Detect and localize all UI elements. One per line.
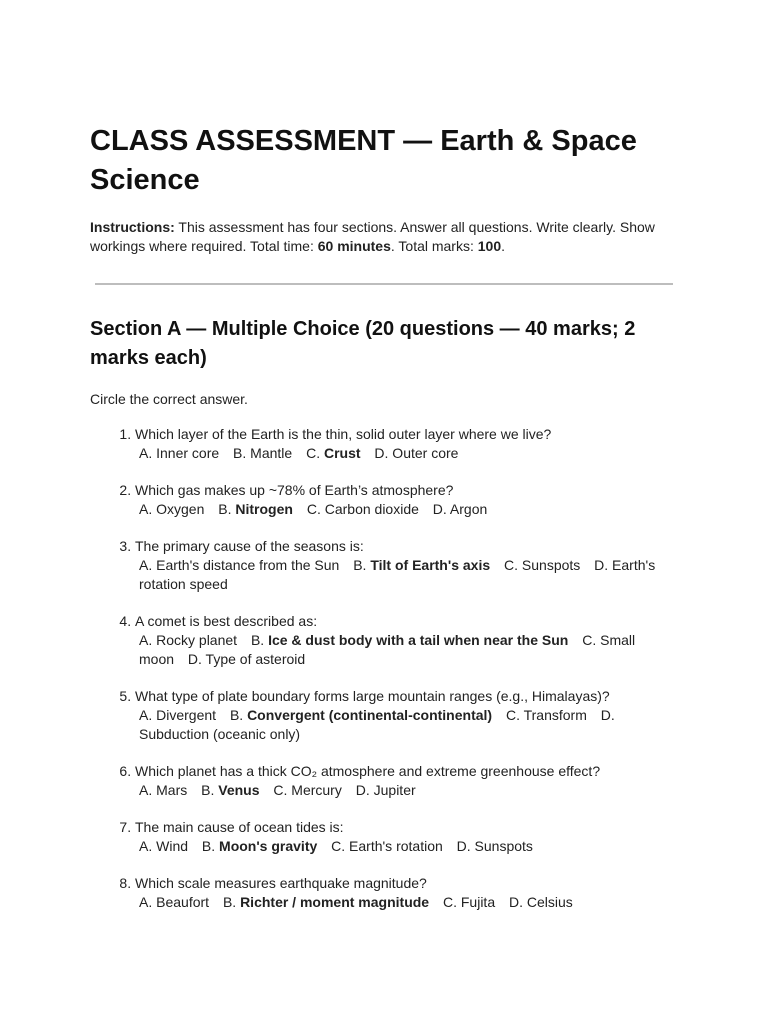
answer-options bbox=[135, 556, 678, 594]
question-text: The main cause of ocean tides is: bbox=[135, 819, 344, 835]
option-a: A. Divergent bbox=[139, 707, 217, 723]
question-item bbox=[135, 874, 678, 912]
option-c: C. Small moon bbox=[139, 632, 636, 667]
option-b-correct: Venus bbox=[218, 782, 260, 798]
option-d: D. Celsius bbox=[509, 894, 573, 910]
question-item bbox=[135, 612, 678, 669]
option-b-prefix: B. bbox=[229, 707, 248, 723]
option-d: D. Subduction (oceanic only) bbox=[139, 707, 615, 742]
question-text: Which scale measures earthquake magnitude? bbox=[135, 875, 427, 891]
answer-options bbox=[135, 706, 678, 744]
option-c: C. Earth's rotation bbox=[331, 838, 443, 854]
question-item bbox=[135, 818, 678, 856]
question-item bbox=[135, 481, 678, 519]
option-c-prefix: C. bbox=[306, 445, 324, 461]
option-d: D. Sunspots bbox=[456, 838, 533, 854]
instructions-text-2: . Total marks: bbox=[390, 238, 478, 254]
option-d: D. Outer core bbox=[374, 445, 459, 461]
instructions-text-3: . bbox=[501, 238, 506, 254]
total-marks: 100 bbox=[477, 238, 502, 254]
answer-options bbox=[135, 500, 678, 519]
option-b-correct: Richter / moment magnitude bbox=[240, 894, 430, 910]
option-b-prefix: B. bbox=[218, 501, 236, 517]
option-a: A. Inner core bbox=[139, 445, 220, 461]
answer-options bbox=[135, 893, 678, 912]
question-text: A comet is best described as: bbox=[135, 613, 318, 629]
option-b-correct: Convergent (continental-continental) bbox=[247, 707, 493, 723]
option-c: C. Carbon dioxide bbox=[306, 501, 419, 517]
question-item bbox=[135, 537, 678, 594]
question-text: Which planet has a thick CO₂ atmosphere and extreme greenhouse effect? bbox=[135, 763, 601, 779]
question-text: What type of plate boundary forms large mountain ranges (e.g., Himalayas)? bbox=[135, 688, 610, 704]
option-d: D. Earth's rotation speed bbox=[139, 557, 656, 592]
option-d: D. Jupiter bbox=[355, 782, 416, 798]
option-d: D. Argon bbox=[432, 501, 488, 517]
section-a-note: Circle the correct answer. bbox=[90, 391, 248, 407]
question-text: Which layer of the Earth is the thin, solid outer layer where we live? bbox=[135, 426, 552, 442]
option-c: C. Fujita bbox=[442, 894, 496, 910]
option-b-prefix: B. bbox=[250, 632, 269, 648]
answer-options bbox=[135, 781, 678, 800]
answer-options bbox=[135, 444, 678, 463]
option-b-prefix: B. bbox=[353, 557, 371, 573]
instructions-text-1: This assessment has four sections. Answer all questions. Write clearly. Show workings where required. Total time: bbox=[90, 219, 655, 254]
question-list bbox=[90, 425, 678, 912]
option-d: D. Type of asteroid bbox=[187, 651, 306, 667]
option-c: C. Sunspots bbox=[504, 557, 581, 573]
option-c: C. Transform bbox=[505, 707, 587, 723]
question-item bbox=[135, 425, 678, 463]
option-a: A. Rocky planet bbox=[139, 632, 238, 648]
answer-options bbox=[135, 631, 678, 669]
total-time: 60 minutes bbox=[317, 238, 391, 254]
option-b-correct: Tilt of Earth's axis bbox=[370, 557, 491, 573]
question-text: Which gas makes up ~78% of Earth’s atmosphere? bbox=[135, 482, 454, 498]
option-b-correct: Moon's gravity bbox=[219, 838, 318, 854]
horizontal-divider bbox=[95, 283, 673, 285]
option-a: A. Mars bbox=[139, 782, 188, 798]
option-b-correct: Nitrogen bbox=[235, 501, 293, 517]
section-a-heading: Section A — Multiple Choice (20 questions — 40 marks; 2 marks each) bbox=[90, 318, 636, 369]
instructions-label: Instructions: bbox=[90, 219, 175, 235]
option-a: A. Oxygen bbox=[139, 501, 205, 517]
option-a: A. Wind bbox=[139, 838, 189, 854]
instructions-paragraph bbox=[90, 218, 678, 256]
option-b: B. Mantle bbox=[233, 445, 293, 461]
option-b-prefix: B. bbox=[201, 838, 220, 854]
answer-options bbox=[135, 837, 678, 856]
option-b-correct: Ice & dust body with a tail when near the Sun bbox=[268, 632, 569, 648]
option-c: C. Mercury bbox=[273, 782, 342, 798]
question-item bbox=[135, 762, 678, 800]
option-c-correct: Crust bbox=[323, 445, 361, 461]
question-text: The primary cause of the seasons is: bbox=[135, 538, 364, 554]
option-b-prefix: B. bbox=[222, 894, 241, 910]
option-a: A. Earth's distance from the Sun bbox=[139, 557, 340, 573]
question-item bbox=[135, 687, 678, 744]
page-title: CLASS ASSESSMENT — Earth & Space Science bbox=[90, 125, 637, 196]
option-a: A. Beaufort bbox=[139, 894, 210, 910]
option-b-prefix: B. bbox=[201, 782, 219, 798]
